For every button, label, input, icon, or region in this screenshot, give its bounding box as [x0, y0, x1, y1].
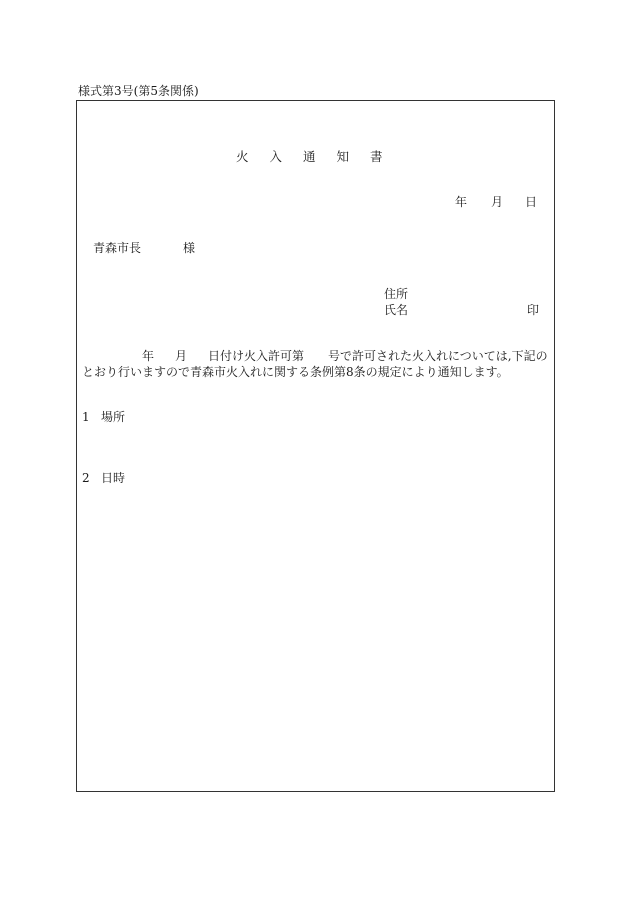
name-row: [384, 302, 539, 318]
document-title: 火入通知書: [236, 149, 404, 164]
body-line-1: [142, 348, 548, 364]
recipient-honorific: 様: [183, 241, 196, 255]
form-label: 様式第3号(第5条関係): [78, 84, 199, 98]
body-line-2: とおり行いますので青森市火入れに関する条例第8条の規定により通知します。: [82, 365, 509, 379]
year-label: 年: [455, 195, 468, 209]
item-label: 場所: [101, 410, 126, 424]
item-label: 日時: [101, 471, 126, 485]
permit-number-text: 号で許可された火入れについては,下記の: [328, 349, 548, 363]
name-label: 氏名: [384, 303, 409, 317]
recipient-line: [93, 240, 195, 256]
body-month-label: 月: [175, 349, 188, 363]
month-label: 月: [491, 195, 504, 209]
seal-label: 印: [526, 303, 539, 317]
item-number: 2: [82, 471, 90, 485]
recipient-name: 青森市長: [93, 241, 142, 255]
item-datetime: [82, 470, 125, 486]
item-place: [82, 409, 125, 425]
body-year-label: 年: [142, 349, 155, 363]
date-line: [455, 194, 537, 210]
address-label: 住所: [384, 287, 409, 301]
day-label: 日: [525, 195, 538, 209]
permit-text: 日付け火入許可第: [208, 349, 305, 363]
item-number: 1: [82, 410, 90, 424]
